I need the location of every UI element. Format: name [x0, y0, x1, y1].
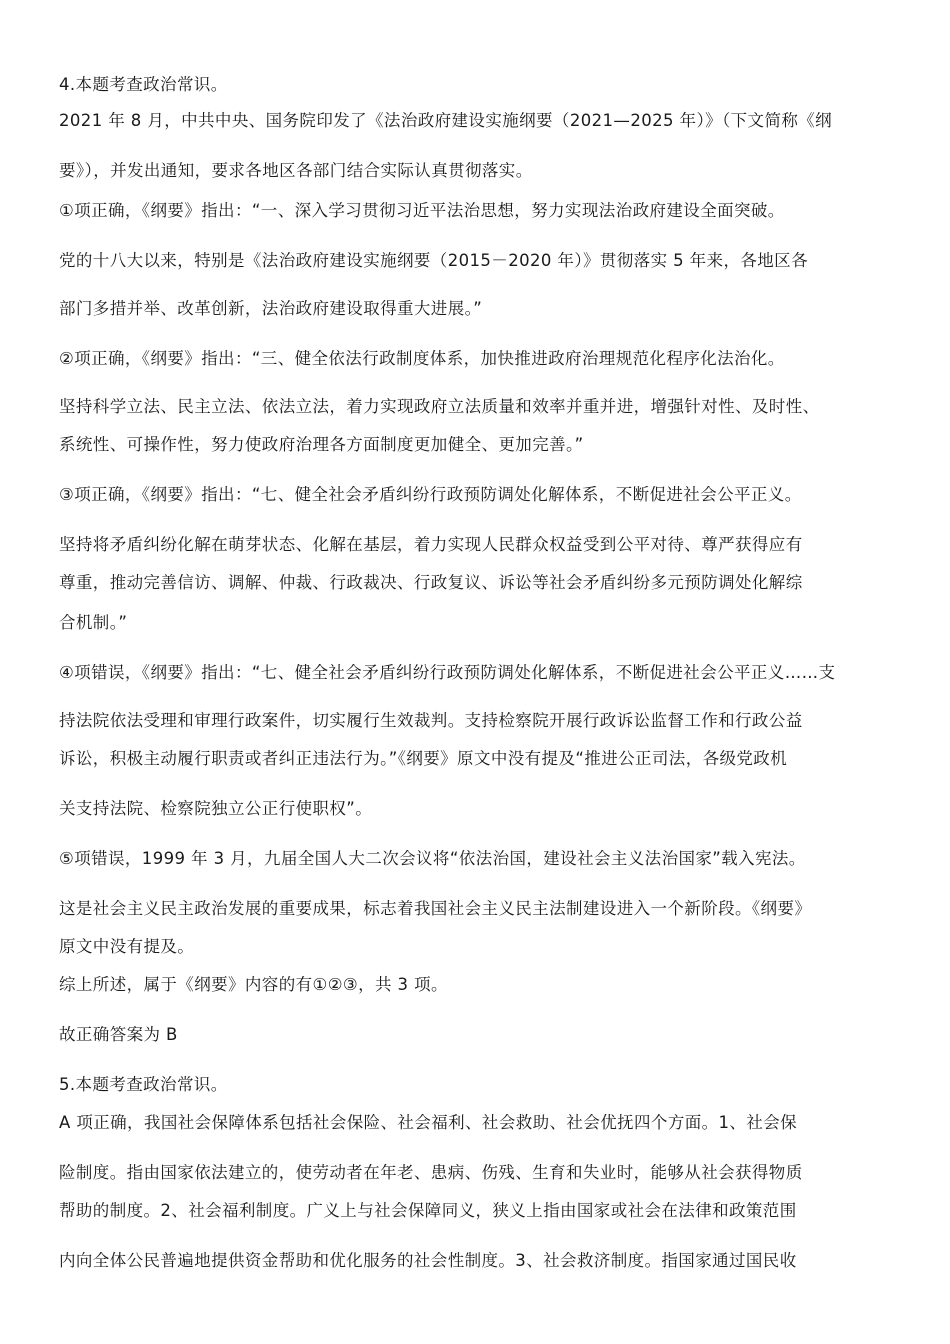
summary-line: 综上所述，属于《纲要》内容的有①②③，共 3 项。 — [59, 975, 448, 994]
paragraph-line: 尊重，推动完善信访、调解、仲裁、行政裁决、行政复议、诉讼等社会矛盾纠纷多元预防调处化解综 — [59, 573, 803, 592]
answer-line: 故正确答案为 B — [59, 1025, 178, 1044]
paragraph-line: 原文中没有提及。 — [59, 937, 195, 956]
paragraph-line: 这是社会主义民主政治发展的重要成果，标志着我国社会主义民主法制建设进入一个新阶段。《纲要》 — [59, 899, 812, 918]
paragraph-line: 险制度。指由国家依法建立的，使劳动者在年老、患病、伤残、生育和失业时，能够从社会获得物质 — [59, 1163, 803, 1182]
paragraph-line: 坚持将矛盾纠纷化解在萌芽状态、化解在基层，着力实现人民群众权益受到公平对待、尊严获得应有 — [59, 535, 803, 554]
paragraph-line: 持法院依法受理和审理行政案件，切实履行生效裁判。支持检察院开展行政诉讼监督工作和行政公益 — [59, 711, 803, 730]
paragraph-line: 2021 年 8 月，中共中央、国务院印发了《法治政府建设实施纲要（2021—2025 年）》（下文简称《纲 — [59, 111, 833, 130]
paragraph-line: 合机制。” — [59, 613, 128, 632]
paragraph-line: ⑤项错误，1999 年 3 月，九届全国人大二次会议将“依法治国，建设社会主义法治国家”载入宪法。 — [59, 849, 806, 868]
paragraph-line: 部门多措并举、改革创新，法治政府建设取得重大进展。” — [59, 299, 483, 318]
paragraph-line: 内向全体公民普遍地提供资金帮助和优化服务的社会性制度。3、社会救济制度。指国家通过国民收 — [59, 1251, 797, 1270]
paragraph-line: 诉讼，积极主动履行职责或者纠正违法行为。”《纲要》原文中没有提及“推进公正司法，各级党政机 — [59, 749, 788, 768]
paragraph-line: 帮助的制度。2、社会福利制度。广义上与社会保障同义，狭义上指由国家或社会在法律和政策范围 — [59, 1201, 797, 1220]
paragraph-line: 要》），并发出通知，要求各地区各部门结合实际认真贯彻落实。 — [59, 161, 533, 180]
paragraph-line: 党的十八大以来，特别是《法治政府建设实施纲要（2015－2020 年）》贯彻落实 5 年来，各地区各 — [59, 251, 808, 270]
paragraph-line: ③项正确，《纲要》指出：“七、健全社会矛盾纠纷行政预防调处化解体系，不断促进社会公平正义。 — [59, 485, 802, 504]
paragraph-line: 系统性、可操作性，努力使政府治理各方面制度更加健全、更加完善。” — [59, 435, 584, 454]
paragraph-line: A 项正确，我国社会保障体系包括社会保险、社会福利、社会救助、社会优抚四个方面。1、社会保 — [59, 1113, 798, 1132]
paragraph-line: ①项正确，《纲要》指出：“一、深入学习贯彻习近平法治思想，努力实现法治政府建设全面突破。 — [59, 201, 785, 220]
section-4-title: 4.本题考查政治常识。 — [59, 75, 228, 94]
paragraph-line: ④项错误，《纲要》指出：“七、健全社会矛盾纠纷行政预防调处化解体系，不断促进社会公平正义……支 — [59, 663, 836, 682]
paragraph-line: 关支持法院、检察院独立公正行使职权”。 — [59, 799, 373, 818]
paragraph-line: ②项正确，《纲要》指出：“三、健全依法行政制度体系，加快推进政府治理规范化程序化法治化。 — [59, 349, 785, 368]
section-5-title: 5.本题考查政治常识。 — [59, 1075, 228, 1094]
paragraph-line: 坚持科学立法、民主立法、依法立法，着力实现政府立法质量和效率并重并进，增强针对性、及时性、 — [59, 397, 820, 416]
